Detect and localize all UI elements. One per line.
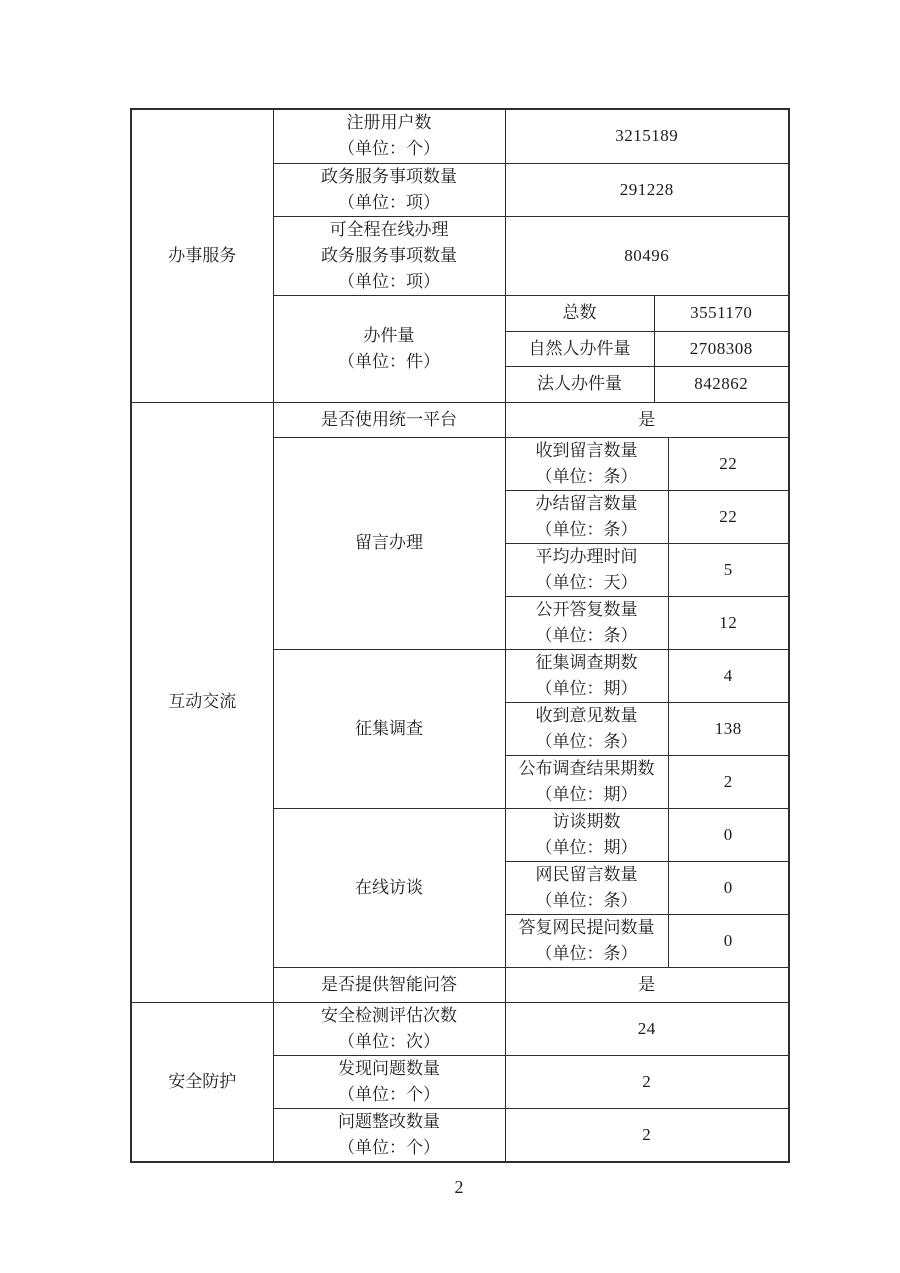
category-cell-services: 办事服务	[131, 109, 273, 402]
label-line-1: 办件量	[363, 325, 415, 345]
registered-users-value: 3215189	[505, 109, 789, 163]
problems-fixed-label	[273, 1108, 505, 1162]
label-line-2: （单位：条）	[535, 519, 638, 539]
label-line-1: 收到留言数量	[535, 440, 638, 460]
label-line-1: 公开答复数量	[535, 599, 638, 619]
problems-found-value: 2	[505, 1055, 789, 1108]
label-line-1: 政务服务事项数量	[321, 166, 457, 186]
label-line-3: （单位：项）	[338, 271, 440, 291]
table-row	[131, 1002, 789, 1055]
label-line-1: 可全程在线办理	[329, 219, 449, 239]
label-line-1: 访谈期数	[552, 811, 621, 831]
label-line-1: 注册用户数	[346, 113, 432, 133]
category-cell-interaction: 互动交流	[131, 402, 273, 1002]
label-line-1: 问题整改数量	[338, 1111, 440, 1131]
smart-qa-label: 是否提供智能问答	[273, 967, 505, 1002]
label-line-2: （单位：期）	[535, 678, 638, 698]
interview-label: 在线访谈	[273, 808, 505, 967]
problems-found-label	[273, 1055, 505, 1108]
security-assessment-label	[273, 1002, 505, 1055]
label-line-2: （单位：个）	[338, 139, 440, 159]
interview-replies-value: 0	[668, 914, 789, 967]
case-legal-person-label: 法人办件量	[505, 366, 654, 402]
service-items-label	[273, 163, 505, 216]
survey-results-label	[505, 755, 668, 808]
case-volume-label	[273, 295, 505, 402]
label-line-1: 网民留言数量	[535, 864, 638, 884]
label-line-2: 政务服务事项数量	[321, 245, 457, 265]
label-line-2: （单位：条）	[535, 466, 638, 486]
label-line-1: 发现问题数量	[338, 1058, 440, 1078]
survey-results-value: 2	[668, 755, 789, 808]
label-line-2: （单位：条）	[535, 625, 638, 645]
service-items-value: 291228	[505, 163, 789, 216]
interview-messages-value: 0	[668, 861, 789, 914]
message-completed-label	[505, 490, 668, 543]
label-line-1: 平均办理时间	[535, 546, 638, 566]
label-line-2: （单位：天）	[535, 572, 638, 592]
label-line-1: 公布调查结果期数	[518, 758, 655, 778]
label-line-1: 收到意见数量	[535, 705, 638, 725]
label-line-2: （单位：条）	[535, 731, 638, 751]
page-number: 2	[454, 1177, 464, 1197]
registered-users-label	[273, 109, 505, 163]
unified-platform-label: 是否使用统一平台	[273, 402, 505, 437]
table-row	[131, 402, 789, 437]
label-line-2: （单位：个）	[338, 1084, 440, 1104]
online-service-items-value: 80496	[505, 216, 789, 295]
online-service-items-label	[273, 216, 505, 295]
unified-platform-value: 是	[505, 402, 789, 437]
interview-replies-label	[505, 914, 668, 967]
case-total-label: 总数	[505, 295, 654, 331]
message-completed-value: 22	[668, 490, 789, 543]
label-line-1: 答复网民提问数量	[518, 917, 655, 937]
case-natural-person-value: 2708308	[654, 331, 789, 366]
message-received-label	[505, 437, 668, 490]
message-received-value: 22	[668, 437, 789, 490]
label-line-2: （单位：件）	[338, 351, 440, 371]
interview-messages-label	[505, 861, 668, 914]
label-line-2: （单位：期）	[535, 784, 638, 804]
case-legal-person-value: 842862	[654, 366, 789, 402]
label-line-2: （单位：期）	[535, 837, 638, 857]
label-line-2: （单位：条）	[535, 890, 638, 910]
message-avg-time-label	[505, 543, 668, 596]
case-natural-person-label: 自然人办件量	[505, 331, 654, 366]
survey-label: 征集调查	[273, 649, 505, 808]
smart-qa-value: 是	[505, 967, 789, 1002]
label-line-2: （单位：次）	[338, 1031, 440, 1051]
label-line-1: 安全检测评估次数	[321, 1005, 457, 1025]
survey-opinions-value: 138	[668, 702, 789, 755]
table-row	[131, 109, 789, 163]
survey-opinions-label	[505, 702, 668, 755]
security-assessment-value: 24	[505, 1002, 789, 1055]
survey-periods-value: 4	[668, 649, 789, 702]
interview-periods-label	[505, 808, 668, 861]
problems-fixed-value: 2	[505, 1108, 789, 1162]
message-public-reply-label	[505, 596, 668, 649]
label-line-1: 办结留言数量	[535, 493, 638, 513]
message-avg-time-value: 5	[668, 543, 789, 596]
message-handling-label: 留言办理	[273, 437, 505, 649]
label-line-2: （单位：项）	[338, 192, 440, 212]
interview-periods-value: 0	[668, 808, 789, 861]
survey-periods-label	[505, 649, 668, 702]
label-line-2: （单位：条）	[535, 943, 638, 963]
label-line-2: （单位：个）	[338, 1137, 440, 1157]
category-cell-security: 安全防护	[131, 1002, 273, 1162]
message-public-reply-value: 12	[668, 596, 789, 649]
case-total-value: 3551170	[654, 295, 789, 331]
label-line-1: 征集调查期数	[535, 652, 638, 672]
annual-report-table	[130, 108, 790, 1163]
